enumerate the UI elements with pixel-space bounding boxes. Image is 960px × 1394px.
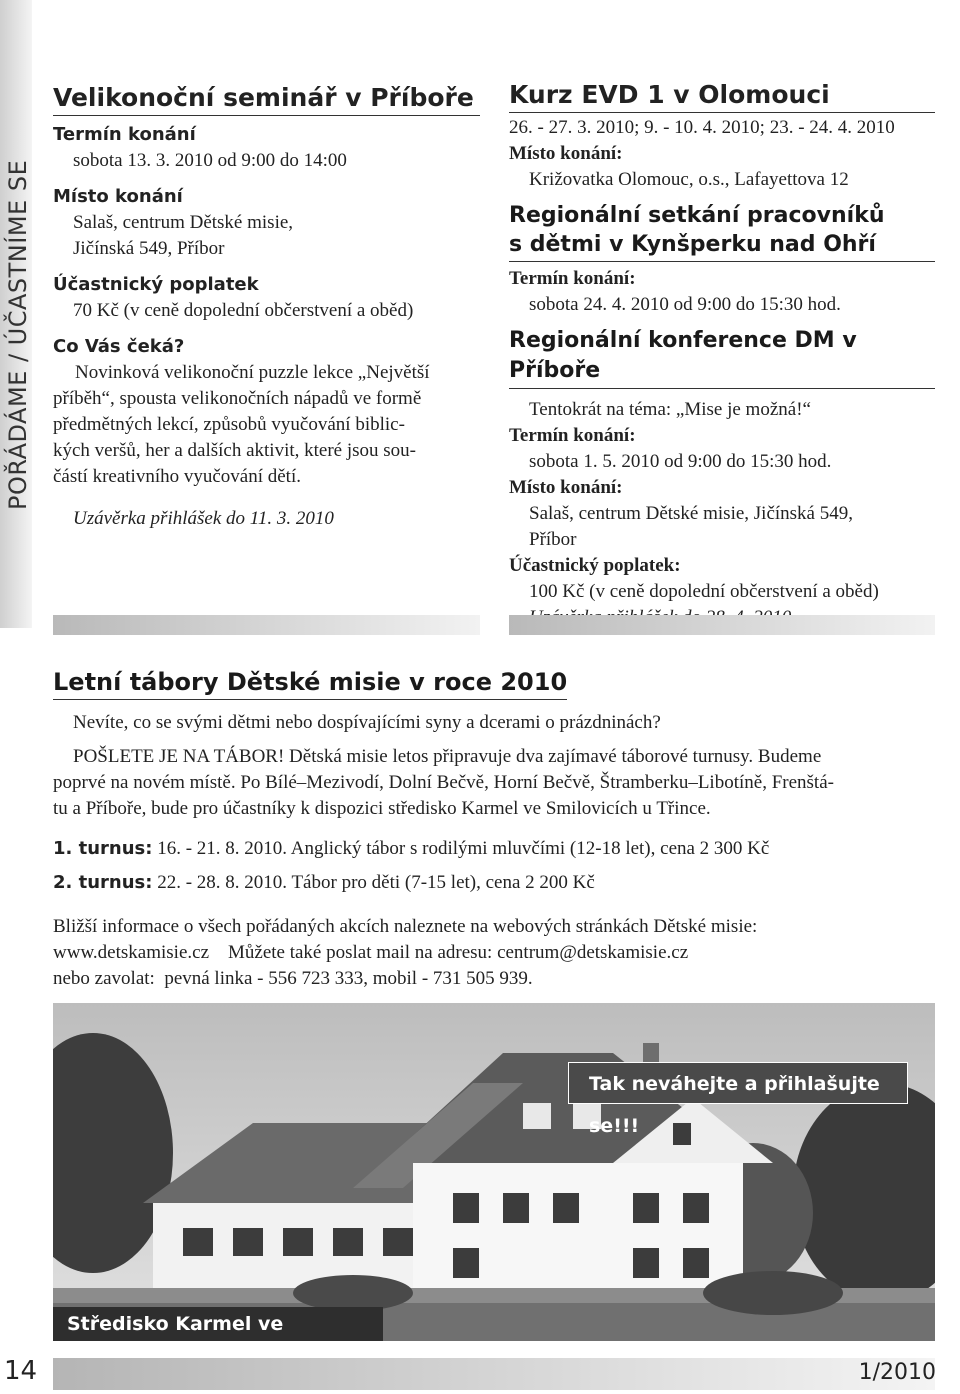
kynsperk-term-value: sobota 24. 4. 2010 od 9:00 do 15:30 hod.	[529, 293, 841, 315]
seminar-place-line2: Jičínská 549, Příbor	[73, 237, 225, 259]
conference-theme: Tentokrát na téma: „Mise je možná!“	[529, 398, 811, 420]
conference-fee-label: Účastnický poplatek:	[509, 554, 681, 576]
description-line: příběh“, spousta velikonočních nápadů ve formě	[53, 387, 422, 409]
conference-fee-value: 100 Kč (v ceně dopolední občerstvení a oběd)	[529, 580, 879, 602]
conference-place-line1: Salaš, centrum Dětské misie, Jičínská 549,	[529, 502, 853, 524]
conference-term-value: sobota 1. 5. 2010 od 9:00 do 15:30 hod.	[529, 450, 832, 472]
camps-paragraph	[53, 744, 935, 822]
camps-paragraph-line: tu a Příboře, bude pro účastníky k dispozici středisko Karmel ve Smilovicích u Třince.	[53, 797, 711, 819]
section-side-label: POŘÁDÁME / ÚČASTNÍME SE	[4, 159, 32, 510]
contact-line: Bližší informace o všech pořádaných akcích naleznete na webových stránkách Dětské misie:	[53, 915, 758, 937]
issue-number: 1/2010	[858, 1360, 936, 1385]
turnus-2	[53, 870, 935, 896]
contact-line: www.detskamisie.cz Můžete také poslat mail na adresu: centrum@detskamisie.cz	[53, 941, 689, 963]
contact-line: nebo zavolat: pevná linka - 556 723 333, mobil - 731 505 939.	[53, 967, 533, 989]
kynsperk-title-line1: Regionální setkání pracovníků	[509, 202, 885, 228]
conference-title: Regionální konference DM v Příboře	[509, 326, 935, 389]
turnus-2-text: 22. - 28. 8. 2010. Tábor pro děti (7-15 let), cena 2 200 Kč	[157, 871, 595, 893]
seminar-deadline: Uzávěrka přihlášek do 11. 3. 2010	[73, 507, 334, 529]
description-line: Novinková velikonoční puzzle lekce „Největší	[75, 361, 430, 383]
evd-dates: 26. - 27. 3. 2010; 9. - 10. 4. 2010; 23. - 24. 4. 2010	[509, 116, 895, 138]
left-divider-bar	[53, 615, 480, 635]
camps-paragraph-line: POŠLETE JE NA TÁBOR! Dětská misie letos připravuje dva zajímavé táborové turnusy. Budeme	[73, 745, 822, 767]
footer-bar	[53, 1358, 935, 1390]
camps-section	[53, 668, 935, 992]
seminar-term-value: sobota 13. 3. 2010 od 9:00 do 14:00	[73, 149, 347, 171]
conference-place-line2: Příbor	[529, 528, 577, 550]
evd-place-value: Križovatka Olomouc, o.s., Lafayettova 12	[529, 168, 849, 190]
signup-cta-banner: Tak neváhejte a přihlašujte se!!!	[568, 1062, 908, 1104]
right-divider-bar	[509, 615, 935, 635]
right-column	[509, 81, 935, 631]
building-photo	[53, 1003, 935, 1341]
evd-title: Kurz EVD 1 v Olomouci	[509, 81, 935, 113]
conference-term-label: Termín konání:	[509, 424, 636, 446]
seminar-place-label: Místo konání	[53, 185, 183, 207]
seminar-place-line1: Salaš, centrum Dětské misie,	[73, 211, 294, 233]
description-line: kých veršů, her a dalších aktivit, které jsou sou-	[53, 439, 417, 461]
turnus-1-text: 16. - 21. 8. 2010. Anglický tábor s rodilými mluvčími (12-18 let), cena 2 300 Kč	[157, 837, 770, 859]
seminar-term-label: Termín konání	[53, 123, 196, 145]
kynsperk-title	[509, 201, 935, 262]
turnus-1	[53, 836, 935, 862]
turnus-2-label: 2. turnus:	[53, 871, 153, 893]
seminar-title: Velikonoční seminář v Příboře	[53, 84, 480, 116]
camps-paragraph-line: poprvé na novém místě. Po Bílé–Mezivodí, Dolní Bečvě, Horní Bečvě, Štramberku–Libotíně, Frenštá-	[53, 771, 834, 793]
camps-intro: Nevíte, co se svými dětmi nebo dospívajícími syny a dcerami o prázdninách?	[73, 711, 661, 733]
kynsperk-term-label: Termín konání:	[509, 267, 636, 289]
turnus-1-label: 1. turnus:	[53, 837, 153, 859]
description-line: předmětných lekcí, způsobů vyučování biblic-	[53, 413, 405, 435]
conference-place-label: Místo konání:	[509, 476, 623, 498]
seminar-await-label: Co Vás čeká?	[53, 335, 185, 357]
seminar-fee-label: Účastnický poplatek	[53, 273, 259, 295]
evd-place-label: Místo konání:	[509, 142, 623, 164]
page-number: 14	[4, 1356, 38, 1386]
left-column	[53, 84, 480, 532]
kynsperk-title-line2: s dětmi v Kynšperku nad Ohří	[509, 231, 876, 257]
camps-title: Letní tábory Dětské misie v roce 2010	[53, 668, 567, 700]
contact-info	[53, 914, 935, 992]
seminar-description	[53, 360, 480, 490]
seminar-fee-value: 70 Kč (v ceně dopolední občerstvení a oběd)	[73, 299, 414, 321]
photo-caption: Středisko Karmel ve	[53, 1307, 383, 1341]
building-illustration	[53, 1003, 935, 1341]
description-line: částí kreativního vyučování dětí.	[53, 465, 301, 487]
